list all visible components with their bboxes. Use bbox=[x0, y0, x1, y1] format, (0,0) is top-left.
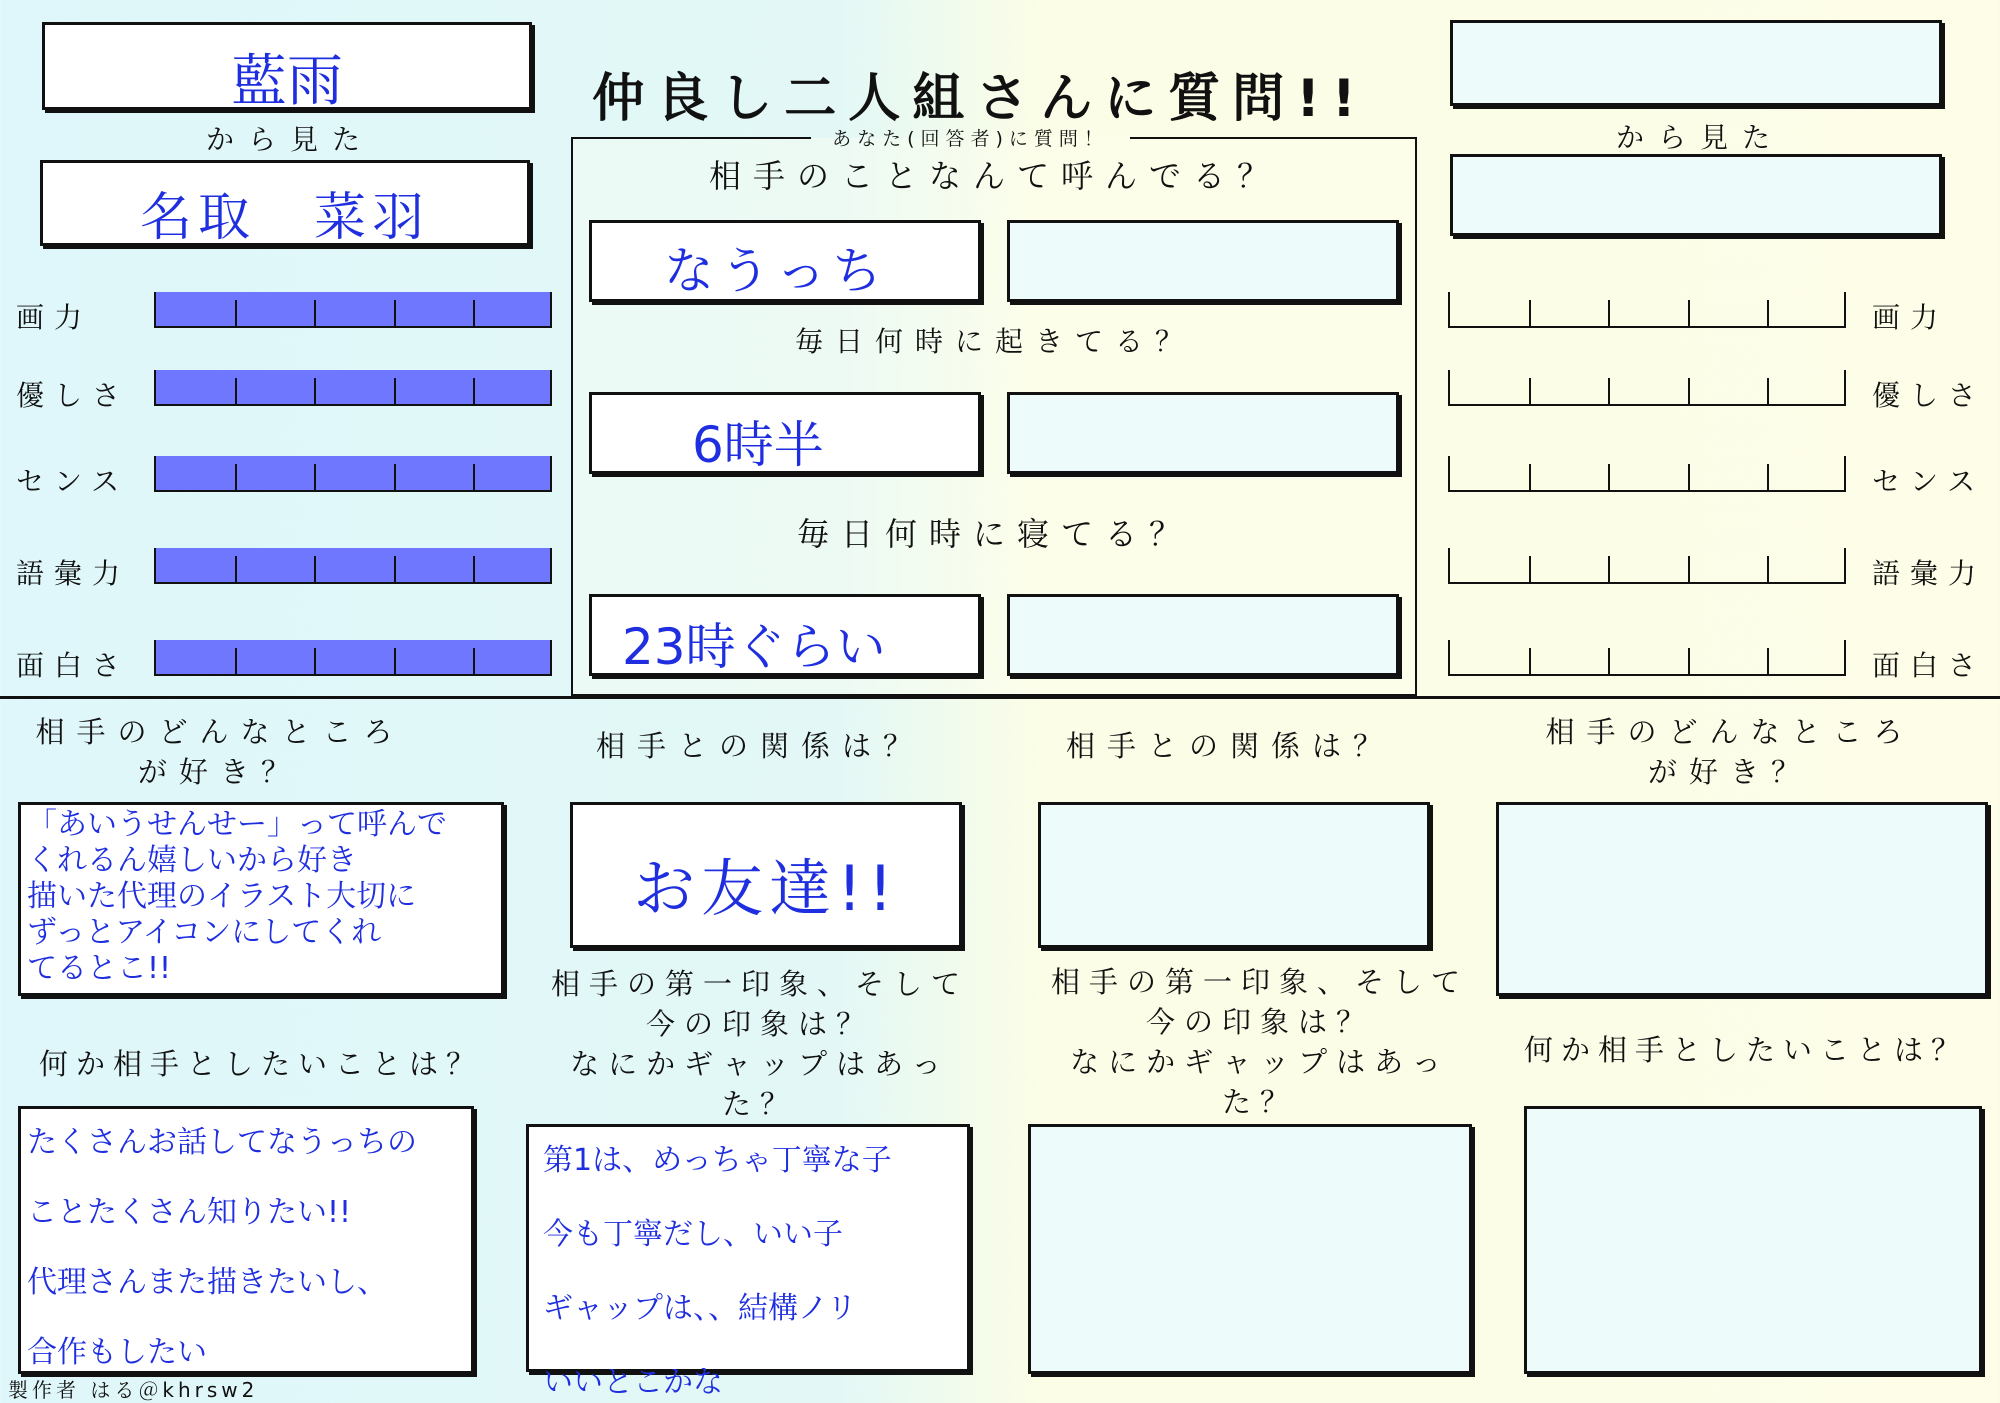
left-like-answer-box[interactable] bbox=[18, 802, 504, 996]
q3-right-answer-box[interactable] bbox=[1007, 594, 1399, 676]
question-panel-top-left-line bbox=[571, 137, 811, 139]
right-stat-label-1: 優しさ bbox=[1872, 379, 1987, 412]
left-stat-label-0: 画力 bbox=[16, 301, 93, 334]
right-stat-tick bbox=[1767, 556, 1769, 582]
left-impression-line1: 相手の第一印象、そして bbox=[550, 967, 969, 1001]
right-want-question: 何か相手としたいことは？ bbox=[1523, 1033, 1968, 1067]
left-want-answer-box[interactable] bbox=[18, 1106, 474, 1374]
right-stat-tick bbox=[1688, 556, 1690, 582]
right-stat-tick bbox=[1688, 378, 1690, 404]
right-stat-tick bbox=[1529, 378, 1531, 404]
question-3: 毎日何時に寝てる？ bbox=[796, 515, 1193, 553]
left-like-lines-line-1: くれるん嬉しいから好き bbox=[27, 843, 357, 878]
left-like-question bbox=[10, 712, 430, 792]
right-want-answer-box[interactable] bbox=[1524, 1106, 1982, 1374]
right-impression-line4: た？ bbox=[1221, 1085, 1298, 1119]
left-relation-answer-box[interactable] bbox=[570, 802, 962, 948]
left-want-lines-line-0: たくさんお話してなうっちの bbox=[27, 1125, 417, 1160]
left-stat-tick bbox=[473, 556, 475, 582]
left-stat-meter-3[interactable] bbox=[154, 548, 552, 584]
question-panel-top-right-line bbox=[1130, 137, 1417, 139]
question-panel-header: あなた(回答者)に質問！ bbox=[832, 128, 1109, 150]
right-impression-line2: 今の印象は？ bbox=[1145, 1005, 1374, 1039]
left-impression-lines-line-3: いいとこかな bbox=[543, 1365, 723, 1400]
credit: 製作者 はる＠khrsw2 bbox=[8, 1378, 259, 1402]
left-stat-fill-0 bbox=[156, 292, 550, 326]
right-impression-answer-box[interactable] bbox=[1028, 1124, 1472, 1374]
right-stat-tick bbox=[1767, 378, 1769, 404]
left-stat-meter-0[interactable] bbox=[154, 292, 552, 328]
left-stat-meter-2[interactable] bbox=[154, 456, 552, 492]
left-target-box[interactable] bbox=[40, 160, 530, 246]
right-stat-tick bbox=[1608, 300, 1610, 326]
left-impression-answer-box[interactable] bbox=[526, 1124, 970, 1400]
left-stat-tick bbox=[314, 300, 316, 326]
left-stat-meter-4[interactable] bbox=[154, 640, 552, 676]
left-relation-answer: お友達!! bbox=[633, 852, 899, 925]
left-impression-lines-line-1: 今も丁寧だし、いい子 bbox=[543, 1217, 843, 1252]
left-stat-label-3: 語彙力 bbox=[16, 557, 131, 590]
question-2: 毎日何時に起きてる？ bbox=[794, 325, 1195, 358]
left-impression-line3: なにかギャップはあっ bbox=[570, 1047, 950, 1081]
right-stat-tick bbox=[1688, 648, 1690, 674]
left-stat-tick bbox=[473, 464, 475, 490]
left-stat-fill-3 bbox=[156, 548, 550, 582]
right-stat-tick bbox=[1608, 464, 1610, 490]
right-stat-tick bbox=[1529, 648, 1531, 674]
left-stat-meter-1[interactable] bbox=[154, 370, 552, 406]
right-stat-meter-3[interactable] bbox=[1448, 548, 1846, 584]
left-impression-line4: た？ bbox=[721, 1087, 798, 1121]
right-impression-line1: 相手の第一印象、そして bbox=[1050, 965, 1469, 999]
left-like-lines-line-0: 「あいうせんせー」って呼んで bbox=[27, 807, 447, 842]
right-stat-tick bbox=[1767, 464, 1769, 490]
left-impression-answer bbox=[543, 1127, 973, 1401]
left-stat-label-1: 優しさ bbox=[16, 379, 131, 412]
right-target-box[interactable] bbox=[1450, 154, 1942, 236]
left-stat-tick bbox=[314, 648, 316, 674]
page-title: 仲良し二人組さんに質問!! bbox=[592, 69, 1368, 129]
section-divider bbox=[0, 696, 2000, 699]
left-target-name: 名取 菜羽 bbox=[139, 188, 430, 248]
right-relation-question: 相手との関係は？ bbox=[1065, 729, 1394, 763]
right-stat-tick bbox=[1767, 300, 1769, 326]
right-stat-meter-4[interactable] bbox=[1448, 640, 1846, 676]
left-stat-label-4: 面白さ bbox=[16, 649, 131, 682]
right-stat-label-3: 語彙力 bbox=[1872, 557, 1987, 590]
left-stat-tick bbox=[394, 648, 396, 674]
q1-right-answer-box[interactable] bbox=[1007, 220, 1399, 302]
right-from-label: から見た bbox=[1615, 121, 1784, 154]
left-want-lines-line-2: 代理さんまた描きたいし、 bbox=[27, 1265, 387, 1300]
left-impression-lines-line-0: 第1は、めっちゃ丁寧な子 bbox=[543, 1143, 892, 1178]
left-impression-line2: 今の印象は？ bbox=[645, 1007, 874, 1041]
right-like-answer-box[interactable] bbox=[1496, 802, 1988, 996]
left-stat-tick bbox=[394, 378, 396, 404]
left-impression-question bbox=[522, 964, 998, 1124]
left-stat-tick bbox=[473, 648, 475, 674]
right-stat-tick bbox=[1608, 378, 1610, 404]
left-like-question-line2: が好き？ bbox=[137, 755, 302, 789]
left-want-lines-line-1: ことたくさん知りたい!! bbox=[27, 1195, 352, 1230]
left-stat-tick bbox=[314, 556, 316, 582]
left-like-lines-line-3: ずっとアイコンにしてくれ bbox=[27, 915, 382, 950]
right-stat-meter-0[interactable] bbox=[1448, 292, 1846, 328]
q3-left-answer: 23時ぐらい bbox=[622, 618, 886, 676]
right-stat-tick bbox=[1529, 464, 1531, 490]
left-stat-fill-2 bbox=[156, 456, 550, 490]
q2-left-answer: 6時半 bbox=[692, 416, 824, 474]
right-stat-meter-1[interactable] bbox=[1448, 370, 1846, 406]
left-want-lines-line-3: 合作もしたい bbox=[27, 1335, 207, 1370]
left-like-lines-line-2: 描いた代理のイラスト大切に bbox=[27, 879, 417, 914]
right-stat-tick bbox=[1608, 556, 1610, 582]
right-relation-answer-box[interactable] bbox=[1038, 802, 1430, 948]
left-stat-tick bbox=[394, 300, 396, 326]
right-like-question-line1: 相手のどんなところ bbox=[1545, 715, 1915, 749]
left-stat-tick bbox=[314, 378, 316, 404]
right-stat-label-0: 画力 bbox=[1872, 301, 1949, 334]
question-1: 相手のことなんて呼んでる？ bbox=[708, 157, 1281, 195]
right-stat-tick bbox=[1529, 556, 1531, 582]
left-stat-fill-4 bbox=[156, 640, 550, 674]
left-want-question: 何か相手としたいことは？ bbox=[38, 1047, 483, 1081]
left-stat-label-2: センス bbox=[16, 465, 130, 498]
right-like-question-line2: が好き？ bbox=[1647, 755, 1812, 789]
left-from-label: から見た bbox=[205, 123, 374, 156]
left-like-answer bbox=[27, 807, 507, 987]
left-stat-tick bbox=[235, 378, 237, 404]
left-respondent-box[interactable] bbox=[42, 22, 532, 114]
right-stat-tick bbox=[1608, 648, 1610, 674]
q1-left-answer: なうっち bbox=[664, 242, 888, 300]
left-stat-tick bbox=[235, 556, 237, 582]
q3-left-answer-box[interactable] bbox=[589, 594, 981, 676]
left-stat-tick bbox=[473, 378, 475, 404]
left-stat-tick bbox=[235, 648, 237, 674]
right-stat-label-2: センス bbox=[1872, 465, 1986, 498]
right-impression-line3: なにかギャップはあっ bbox=[1070, 1045, 1450, 1079]
q1-left-answer-box[interactable] bbox=[589, 220, 981, 302]
left-stat-fill-1 bbox=[156, 370, 550, 404]
left-impression-lines-line-2: ギャップは、、結構ノリ bbox=[543, 1291, 857, 1326]
left-want-answer bbox=[27, 1109, 477, 1371]
right-stat-label-4: 面白さ bbox=[1872, 649, 1987, 682]
left-stat-tick bbox=[235, 464, 237, 490]
right-respondent-box[interactable] bbox=[1450, 20, 1942, 106]
left-stat-tick bbox=[394, 556, 396, 582]
q2-right-answer-box[interactable] bbox=[1007, 392, 1399, 474]
right-stat-tick bbox=[1529, 300, 1531, 326]
left-stat-tick bbox=[314, 464, 316, 490]
left-respondent-name: 藍雨 bbox=[231, 49, 343, 114]
right-stat-meter-2[interactable] bbox=[1448, 456, 1846, 492]
q2-left-answer-box[interactable] bbox=[589, 392, 981, 474]
left-stat-tick bbox=[235, 300, 237, 326]
right-stat-tick bbox=[1767, 648, 1769, 674]
left-stat-tick bbox=[394, 464, 396, 490]
left-like-question-line1: 相手のどんなところ bbox=[35, 715, 405, 749]
left-relation-question: 相手との関係は？ bbox=[595, 729, 924, 763]
left-stat-tick bbox=[473, 300, 475, 326]
right-like-question bbox=[1520, 712, 1940, 792]
left-like-lines-line-4: てるとこ!! bbox=[27, 951, 172, 986]
right-impression-question bbox=[1022, 962, 1498, 1122]
right-stat-tick bbox=[1688, 300, 1690, 326]
right-stat-tick bbox=[1688, 464, 1690, 490]
